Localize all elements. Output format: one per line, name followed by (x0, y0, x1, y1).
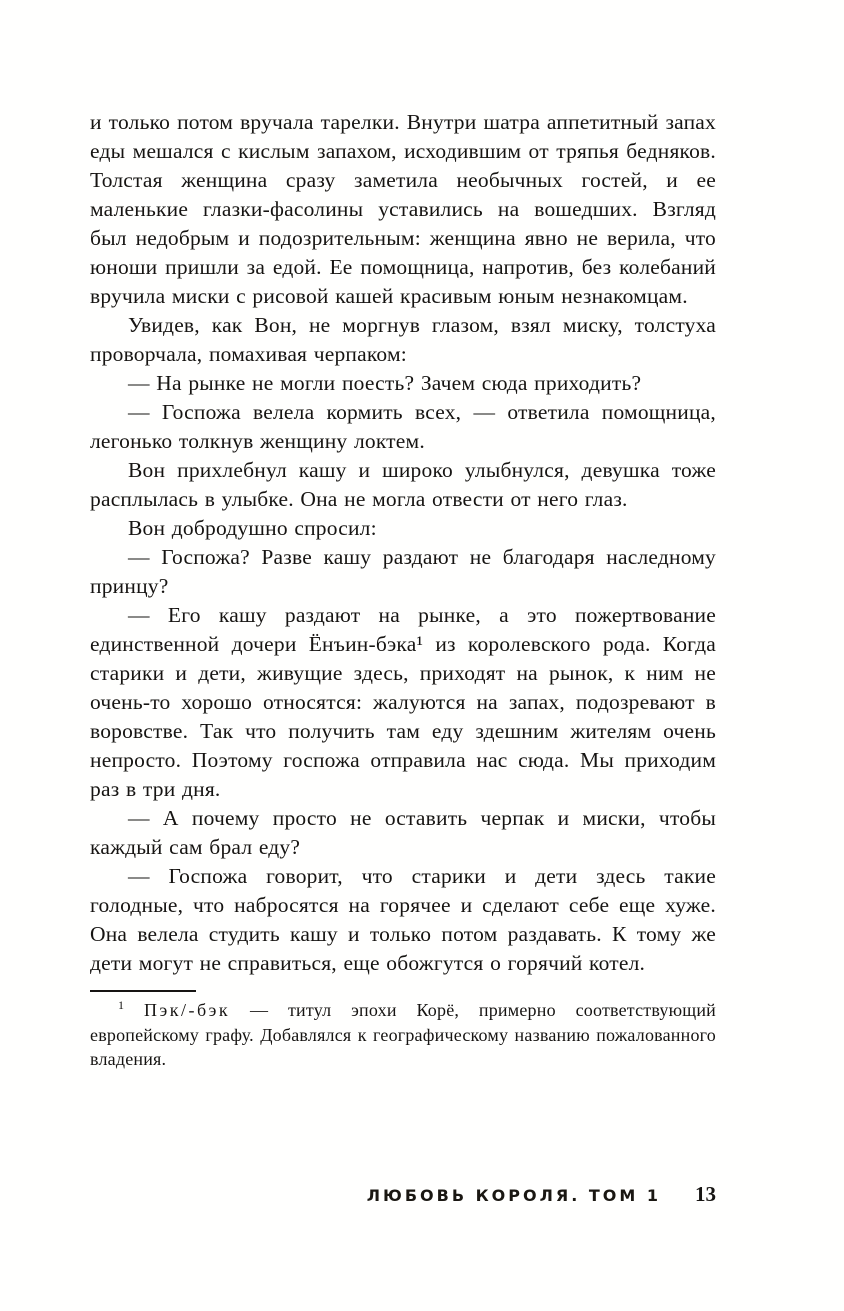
paragraph: Вон добродушно спросил: (128, 516, 377, 540)
paragraph: — Его кашу раздают на рынке, а это пожертвование единственной дочери Ёнъин-бэка¹ из королевского рода. Когда старики и дети, живущие здесь, приходят на рынок, к ним не очень-то хорошо относятся: жалуются на запах, подозревают в воровстве. Так что получить там еду здешним жителям очень непросто. Поэтому госпожа отправила нас сюда. Мы приходим раз в три дня. (90, 603, 716, 801)
footnote-rule (90, 990, 196, 992)
page-number: 13 (695, 1182, 716, 1206)
paragraph: и только потом вручала тарелки. Внутри шатра аппетитный запах еды мешался с кислым запахом, исходившим от тряпья бедняков. Толстая женщина сразу заметила необычных гостей, и ее маленькие глазки-фасолины уставились на вошедших. Взгляд был недобрым и подозрительным: женщина явно не верила, что юноши пришли за едой. Ее помощница, напротив, без колебаний вручила миски с рисовой кашей красивым юным незнакомцам. (90, 110, 716, 308)
footnote-marker: 1 (118, 998, 125, 1012)
paragraph: — Госпожа? Разве кашу раздают не благодаря наследному принцу? (90, 545, 716, 598)
paragraph: — На рынке не могли поесть? Зачем сюда приходить? (128, 371, 642, 395)
footnote-term: Пэк/-бэк (144, 1000, 231, 1020)
paragraph: — Госпожа говорит, что старики и дети здесь такие голодные, что набросятся на горячее и сделают себе еще хуже. Она велела студить кашу и только потом раздавать. К тому же дети могут не справиться, еще обожгутся о горячий котел. (90, 864, 716, 975)
paragraph: — Госпожа велела кормить всех, — ответила помощница, легонько толкнув женщину локтем. (90, 400, 716, 453)
running-title: ЛЮБОВЬ КОРОЛЯ. ТОМ 1 (366, 1186, 661, 1205)
footnote (90, 998, 716, 1072)
page-footer (90, 1182, 716, 1207)
paragraph: — А почему просто не оставить черпак и миски, чтобы каждый сам брал еду? (90, 806, 716, 859)
paragraph: Вон прихлебнул кашу и широко улыбнулся, девушка тоже расплылась в улыбке. Она не могла отвести от него глаз. (90, 458, 716, 511)
footnote-text: — титул эпохи Корё, примерно соответствующий европейскому графу. Добавлялся к географическому названию пожалованного владения. (90, 1000, 717, 1069)
paragraph: Увидев, как Вон, не моргнув глазом, взял миску, толстуха проворчала, помахивая черпаком: (90, 313, 716, 366)
text-block (90, 108, 716, 978)
